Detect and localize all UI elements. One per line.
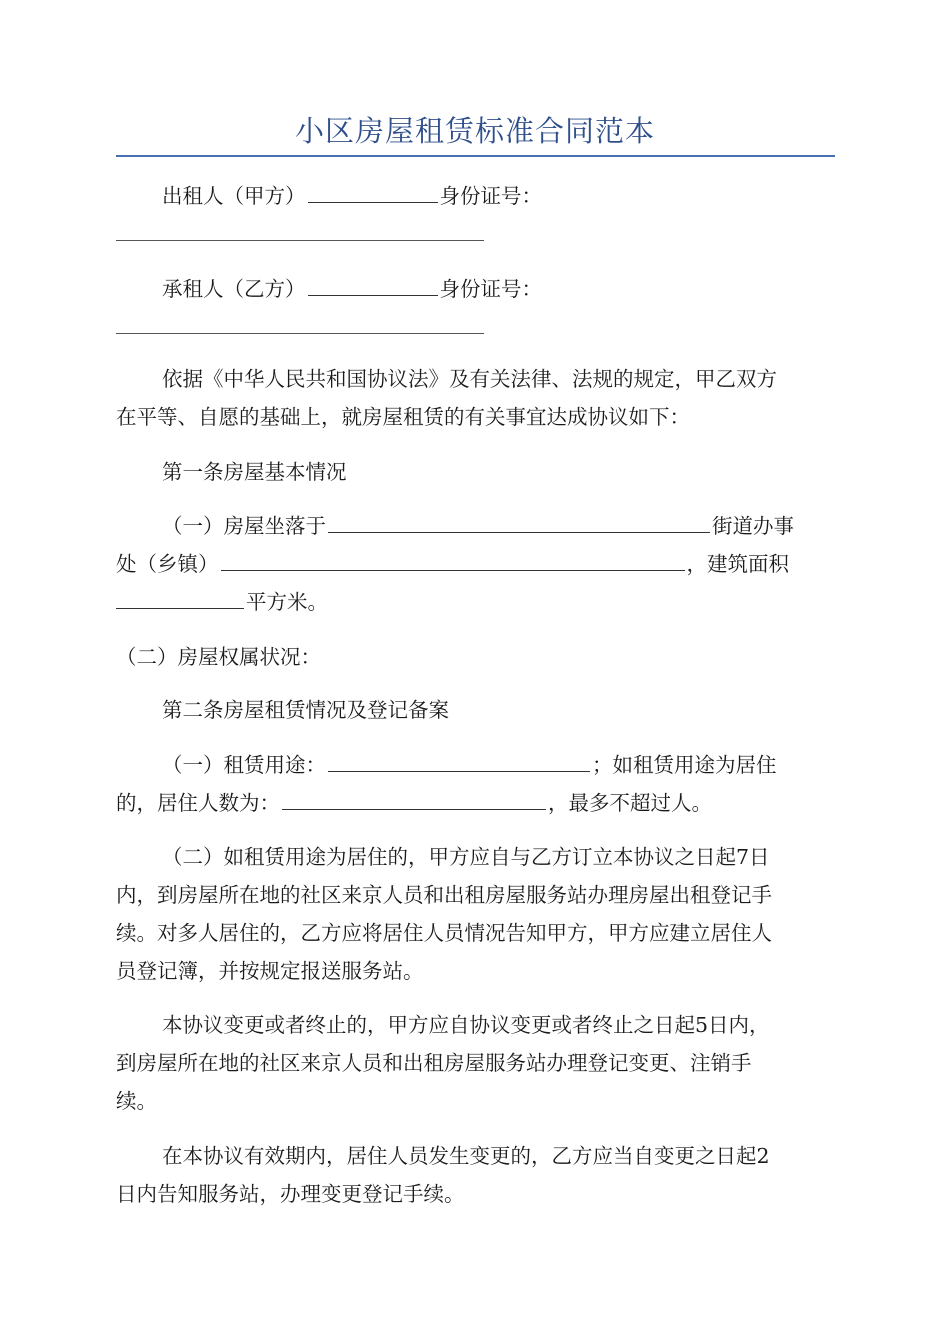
- address-blank[interactable]: [328, 512, 710, 533]
- usage-blank[interactable]: [328, 751, 590, 772]
- occupants-blank[interactable]: [282, 789, 546, 810]
- change-para-line: 续。: [116, 1089, 157, 1113]
- intro-line-2: 在平等、自愿的基础上，就房屋租赁的有关事宜达成协议如下：: [116, 405, 690, 429]
- a2-item1-line2: [116, 789, 836, 816]
- a2-item2-line: 员登记簿，并按规定报送服务站。: [116, 959, 424, 983]
- a2-item1-line2-prefix: 的，居住人数为：: [116, 791, 280, 815]
- article2-heading: 第二条房屋租赁情况及登记备案: [162, 698, 449, 722]
- a2-item1-suffix: ；如租赁用途为居住: [592, 753, 777, 777]
- a2-item2-line: 续。对多人居住的，乙方应将居住人员情况告知甲方，甲方应建立居住人: [116, 921, 772, 945]
- lessee-label: 承租人（乙方）: [162, 277, 306, 301]
- lessor-id-blank[interactable]: [116, 240, 484, 241]
- a1-item2: （二）房屋权属状况：: [116, 645, 321, 669]
- a1-item1-line3: [116, 588, 836, 615]
- township-blank[interactable]: [221, 550, 685, 571]
- a2-item1-line2-suffix: ，最多不超过人。: [548, 791, 712, 815]
- lessor-name-blank[interactable]: [308, 182, 438, 203]
- area-blank[interactable]: [116, 588, 244, 609]
- a1-item1-line2-prefix: 处（乡镇）: [116, 552, 219, 576]
- a1-item1-line3-suffix: 平方米。: [246, 590, 328, 614]
- a2-item2-line: （二）如租赁用途为居住的，甲方应自与乙方订立本协议之日起7日: [162, 845, 770, 869]
- lessee-id-label: 身份证号：: [439, 277, 542, 301]
- lessor-id-label: 身份证号：: [439, 184, 542, 208]
- document-title: 小区房屋租赁标准合同范本: [294, 114, 655, 148]
- a2-item1-line1: [162, 751, 882, 778]
- lessor-label: 出租人（甲方）: [162, 184, 306, 208]
- change-para-line: 到房屋所在地的社区来京人员和出租房屋服务站办理登记变更、注销手: [116, 1051, 752, 1075]
- change-para-line: 本协议变更或者终止的，甲方应自协议变更或者终止之日起5日内，: [162, 1013, 770, 1037]
- a2-item1-prefix: （一）租赁用途：: [162, 753, 326, 777]
- intro-line-1: 依据《中华人民共和国协议法》及有关法律、法规的规定，甲乙双方: [162, 367, 777, 391]
- a1-item1-line1: [162, 512, 882, 539]
- a1-item1-line2: [116, 550, 836, 577]
- lessee-name-blank[interactable]: [308, 275, 438, 296]
- a2-item2-line: 内，到房屋所在地的社区来京人员和出租房屋服务站办理房屋出租登记手: [116, 883, 772, 907]
- lessee-id-blank[interactable]: [116, 333, 484, 334]
- a1-item1-prefix: （一）房屋坐落于: [162, 514, 326, 538]
- a1-item1-line2-suffix: ，建筑面积: [686, 552, 789, 576]
- article1-heading: 第一条房屋基本情况: [162, 460, 347, 484]
- resident-para-line: 在本协议有效期内，居住人员发生变更的，乙方应当自变更之日起2: [162, 1144, 770, 1168]
- resident-para-line: 日内告知服务站，办理变更登记手续。: [116, 1182, 465, 1206]
- lessee-line: [162, 275, 882, 302]
- a1-item1-suffix: 街道办事: [712, 514, 794, 538]
- lessor-line: [162, 182, 882, 209]
- title-underline: [116, 155, 835, 157]
